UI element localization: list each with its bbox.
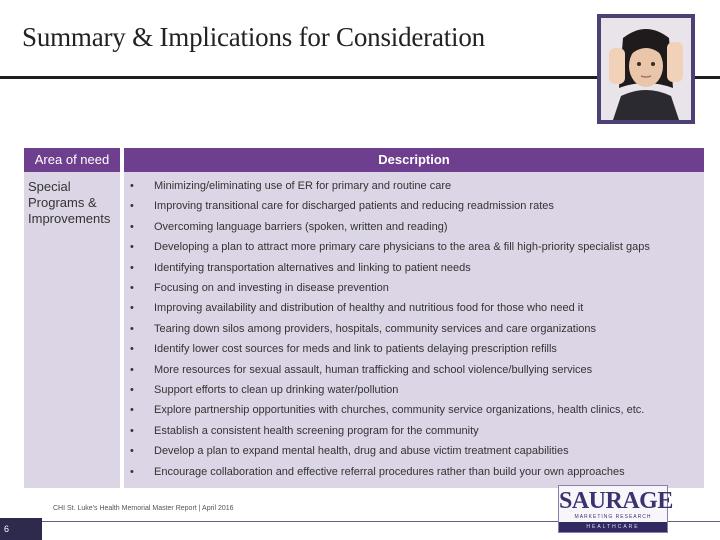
table-row — [124, 217, 704, 237]
row-text: Improving transitional care for discharged patients and reducing readmission rates — [154, 200, 554, 213]
saurage-logo — [558, 485, 673, 533]
logo-band: HEALTHCARE — [559, 522, 667, 532]
row-text: Support efforts to clean up drinking water/pollution — [154, 384, 399, 396]
logo-wordmark: SAURAGE — [559, 488, 673, 514]
bullet-icon: • — [130, 200, 134, 213]
row-text: Overcoming language barriers (spoken, written and reading) — [154, 220, 448, 233]
table-row — [124, 380, 704, 400]
bullet-icon: • — [130, 220, 134, 233]
table-row — [124, 441, 704, 461]
table-row — [124, 258, 704, 278]
table-row — [124, 421, 704, 441]
table-row — [124, 400, 704, 420]
table-row — [124, 360, 704, 380]
row-text: More resources for sexual assault, human trafficking and school violence/bullying services — [154, 363, 593, 376]
bullet-icon: • — [130, 180, 134, 192]
bullet-icon: • — [130, 322, 134, 335]
bullet-icon: • — [130, 384, 134, 396]
row-text: Focusing on and investing in disease prevention — [154, 282, 389, 294]
table-row — [124, 196, 704, 216]
bullet-icon: • — [130, 424, 134, 437]
bullet-icon: • — [130, 404, 134, 417]
row-text: Identify lower cost sources for meds and link to patients delaying prescription refills — [154, 343, 557, 356]
row-text: Improving availability and distribution of healthy and nutritious food for those who need it — [154, 302, 584, 315]
bullet-icon: • — [130, 465, 134, 478]
bullet-icon: • — [130, 302, 134, 315]
page-number: 6 — [0, 518, 42, 540]
header-area-of-need: Area of need — [24, 148, 120, 172]
bullet-icon: • — [130, 343, 134, 356]
table-row — [124, 298, 704, 318]
woman-photo — [601, 18, 691, 120]
row-text: Encourage collaboration and effective referral procedures rather than build your own approaches — [154, 465, 625, 478]
row-text: Establish a consistent health screening program for the community — [154, 424, 479, 437]
row-text: Explore partnership opportunities with churches, community service organizations, health clinics, etc. — [154, 404, 645, 417]
area-label: Special Programs & Improvements — [28, 179, 111, 226]
table-row — [124, 319, 704, 339]
footer-citation: CHI St. Luke's Health Memorial Master Report | April 2016 — [53, 505, 234, 512]
bullet-icon: • — [130, 241, 134, 254]
bullet-icon: • — [130, 363, 134, 376]
bullet-icon: • — [130, 261, 134, 274]
photo-frame — [597, 14, 695, 124]
table-row — [124, 278, 704, 298]
row-text: Developing a plan to attract more primary care physicians to the area & fill high-priority specialist gaps — [154, 241, 650, 254]
slide-title: Summary & Implications for Consideration — [22, 22, 485, 52]
table-row — [124, 237, 704, 257]
table-row — [124, 462, 704, 482]
row-text: Develop a plan to expand mental health, drug and abuse victim treatment capabilities — [154, 445, 569, 458]
summary-table — [24, 148, 704, 488]
row-text: Identifying transportation alternatives and linking to patient needs — [154, 261, 471, 274]
header-description: Description — [124, 148, 704, 172]
row-text: Tearing down silos among providers, hospitals, community services and care organizations — [154, 322, 597, 335]
row-text: Minimizing/eliminating use of ER for primary and routine care — [154, 180, 452, 192]
logo-tagline: MARKETING RESEARCH — [574, 514, 652, 520]
bullet-icon: • — [130, 282, 134, 294]
table-row — [124, 339, 704, 359]
table-row — [124, 176, 704, 196]
bullet-icon: • — [130, 445, 134, 458]
